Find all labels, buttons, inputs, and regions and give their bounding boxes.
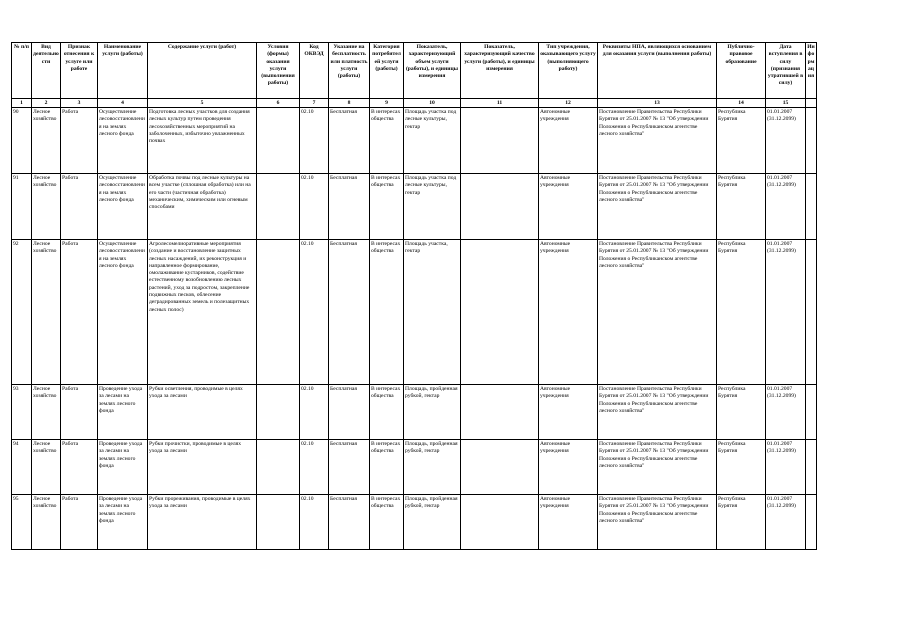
npa-cell: Постановление Правительства Республики Бурятия от 25.01.2007 № 13 "Об утверждении Положения о Республиканском агентстве лесного хозяйства" xyxy=(598,440,717,495)
row-number: 93 xyxy=(12,385,32,440)
content-cell: Обработка почвы под лесные культуры на всем участке (сплошная обработка) или на его части (частичная обработка) механическим, химическим или огневым способами xyxy=(148,174,257,240)
header-cell: Публично-правовое образование xyxy=(717,43,766,99)
info-cell xyxy=(806,495,817,550)
header-cell: Вид деятельности xyxy=(32,43,61,99)
category-cell: В интересах общества xyxy=(370,174,404,240)
npa-cell: Постановление Правительства Республики Бурятия от 25.01.2007 № 13 "Об утверждении Положения о Республиканском агентстве лесного хозяйства" xyxy=(598,174,717,240)
header-row xyxy=(12,43,817,99)
header-cell: Информация xyxy=(806,43,817,99)
info-cell xyxy=(806,385,817,440)
quality-cell xyxy=(461,385,539,440)
header-cell: Реквизиты НПА, являющихся основанием для оказания услуги (выполнения работы) xyxy=(598,43,717,99)
payment-cell: Бесплатная xyxy=(329,108,370,174)
payment-cell: Бесплатная xyxy=(329,385,370,440)
column-number-empty xyxy=(806,99,817,108)
services-table xyxy=(11,42,817,550)
row-number: 90 xyxy=(12,108,32,174)
activity-cell: Лесное хозяйство xyxy=(32,440,61,495)
activity-cell: Лесное хозяйство xyxy=(32,495,61,550)
table-row xyxy=(12,240,817,385)
volume-cell: Площадь участка под лесные культуры, гектар xyxy=(404,174,461,240)
sign-cell: Работа xyxy=(61,108,98,174)
column-number: 14 xyxy=(717,99,766,108)
quality-cell xyxy=(461,240,539,385)
document-page xyxy=(11,42,817,550)
entity-cell: Республика Бурятия xyxy=(717,240,766,385)
date-cell: 01.01.2007 (31.12.2099) xyxy=(766,174,806,240)
column-number: 3 xyxy=(61,99,98,108)
column-number: 1 xyxy=(12,99,32,108)
conditions-cell xyxy=(257,240,300,385)
info-cell xyxy=(806,240,817,385)
table-row xyxy=(12,440,817,495)
npa-cell: Постановление Правительства Республики Бурятия от 25.01.2007 № 13 "Об утверждении Положения о Республиканском агентстве лесного хозяйства" xyxy=(598,385,717,440)
quality-cell xyxy=(461,108,539,174)
service-name-cell: Проведение ухода за лесами на землях лесного фонда xyxy=(98,385,148,440)
okved-cell: 02.10 xyxy=(300,495,329,550)
conditions-cell xyxy=(257,108,300,174)
column-number: 15 xyxy=(766,99,806,108)
entity-cell: Республика Бурятия xyxy=(717,440,766,495)
date-cell: 01.01.2007 (31.12.2099) xyxy=(766,495,806,550)
okved-cell: 02.10 xyxy=(300,174,329,240)
column-number: 5 xyxy=(148,99,257,108)
row-number: 92 xyxy=(12,240,32,385)
header-cell: Тип учреждения, оказывающего услугу (выполняющего работу) xyxy=(539,43,598,99)
volume-cell: Площадь участка, гектар xyxy=(404,240,461,385)
column-number-row xyxy=(12,99,817,108)
okved-cell: 02.10 xyxy=(300,440,329,495)
payment-cell: Бесплатная xyxy=(329,174,370,240)
header-cell: Наименование услуги (работы) xyxy=(98,43,148,99)
header-cell: Код ОКВЭД xyxy=(300,43,329,99)
service-name-cell: Осуществление лесовосстановления на землях лесного фонда xyxy=(98,174,148,240)
payment-cell: Бесплатная xyxy=(329,440,370,495)
date-cell: 01.01.2007 (31.12.2099) xyxy=(766,240,806,385)
service-name-cell: Осуществление лесовосстановления на землях лесного фонда xyxy=(98,108,148,174)
payment-cell: Бесплатная xyxy=(329,240,370,385)
conditions-cell xyxy=(257,440,300,495)
okved-cell: 02.10 xyxy=(300,385,329,440)
institution-type-cell: Автономные учреждения xyxy=(539,440,598,495)
row-number: 94 xyxy=(12,440,32,495)
volume-cell: Площадь, пройденная рубкой, гектар xyxy=(404,495,461,550)
institution-type-cell: Автономные учреждения xyxy=(539,174,598,240)
entity-cell: Республика Бурятия xyxy=(717,174,766,240)
content-cell: Рубки прореживания, проводимые в целях ухода за лесами xyxy=(148,495,257,550)
table-row xyxy=(12,495,817,550)
header-cell: Признак отнесения к услуге или работе xyxy=(61,43,98,99)
category-cell: В интересах общества xyxy=(370,385,404,440)
institution-type-cell: Автономные учреждения xyxy=(539,240,598,385)
table-row xyxy=(12,385,817,440)
column-number: 10 xyxy=(404,99,461,108)
volume-cell: Площадь, пройденная рубкой, гектар xyxy=(404,385,461,440)
sign-cell: Работа xyxy=(61,174,98,240)
activity-cell: Лесное хозяйство xyxy=(32,174,61,240)
conditions-cell xyxy=(257,174,300,240)
info-cell xyxy=(806,108,817,174)
institution-type-cell: Автономные учреждения xyxy=(539,495,598,550)
info-cell xyxy=(806,174,817,240)
activity-cell: Лесное хозяйство xyxy=(32,108,61,174)
category-cell: В интересах общества xyxy=(370,440,404,495)
activity-cell: Лесное хозяйство xyxy=(32,240,61,385)
date-cell: 01.01.2007 (31.12.2099) xyxy=(766,385,806,440)
header-cell: Условия (формы) оказания услуги (выполнения работы) xyxy=(257,43,300,99)
quality-cell xyxy=(461,495,539,550)
column-number: 6 xyxy=(257,99,300,108)
institution-type-cell: Автономные учреждения xyxy=(539,385,598,440)
content-cell: Агролесомелиоративные мероприятия (создание и восстановление защитных лесных насаждений, их реконструкция и направленное формирование, омолаживание кустарников, содействие естественному возобновлению лесных растений, уход за подростом, закрепление подвижных песков, облесение деградированных земель и полезащитных лесных полос) xyxy=(148,240,257,385)
okved-cell: 02.10 xyxy=(300,108,329,174)
sign-cell: Работа xyxy=(61,240,98,385)
table-row xyxy=(12,174,817,240)
entity-cell: Республика Бурятия xyxy=(717,495,766,550)
column-number: 13 xyxy=(598,99,717,108)
column-number: 4 xyxy=(98,99,148,108)
content-cell: Рубки прочистки, проводимые в целях ухода за лесами xyxy=(148,440,257,495)
entity-cell: Республика Бурятия xyxy=(717,108,766,174)
npa-cell: Постановление Правительства Республики Бурятия от 25.01.2007 № 13 "Об утверждении Положения о Республиканском агентстве лесного хозяйства" xyxy=(598,108,717,174)
quality-cell xyxy=(461,440,539,495)
conditions-cell xyxy=(257,495,300,550)
category-cell: В интересах общества xyxy=(370,495,404,550)
header-cell: Показатель, характеризующий объем услуги (работы), и единицы измерения xyxy=(404,43,461,99)
date-cell: 01.01.2007 (31.12.2099) xyxy=(766,108,806,174)
volume-cell: Площадь участка под лесные культуры, гектар xyxy=(404,108,461,174)
date-cell: 01.01.2007 (31.12.2099) xyxy=(766,440,806,495)
institution-type-cell: Автономные учреждения xyxy=(539,108,598,174)
header-cell: № п/п xyxy=(12,43,32,99)
content-cell: Рубки осветления, проводимые в целях ухода за лесами xyxy=(148,385,257,440)
conditions-cell xyxy=(257,385,300,440)
header-cell: Дата вступления в силу (признания утратившей в силу) xyxy=(766,43,806,99)
quality-cell xyxy=(461,174,539,240)
column-number: 9 xyxy=(370,99,404,108)
table-row xyxy=(12,108,817,174)
service-name-cell: Проведение ухода за лесами на землях лесного фонда xyxy=(98,495,148,550)
category-cell: В интересах общества xyxy=(370,240,404,385)
column-number: 8 xyxy=(329,99,370,108)
npa-cell: Постановление Правительства Республики Бурятия от 25.01.2007 № 13 "Об утверждении Положения о Республиканском агентстве лесного хозяйства" xyxy=(598,495,717,550)
sign-cell: Работа xyxy=(61,440,98,495)
okved-cell: 02.10 xyxy=(300,240,329,385)
header-cell: Показатель, характеризующий качество услуги (работы), и единицы измерения xyxy=(461,43,539,99)
column-number: 12 xyxy=(539,99,598,108)
npa-cell: Постановление Правительства Республики Бурятия от 25.01.2007 № 13 "Об утверждении Положения о Республиканском агентстве лесного хозяйства" xyxy=(598,240,717,385)
column-number: 11 xyxy=(461,99,539,108)
info-cell xyxy=(806,440,817,495)
payment-cell: Бесплатная xyxy=(329,495,370,550)
volume-cell: Площадь, пройденная рубкой, гектар xyxy=(404,440,461,495)
content-cell: Подготовка лесных участков для создания лесных культур путем проведения лесохозяйственных мероприятий на заболоченных, избыточно увлажненных почвах xyxy=(148,108,257,174)
column-number: 7 xyxy=(300,99,329,108)
service-name-cell: Проведение ухода за лесами на землях лесного фонда xyxy=(98,440,148,495)
header-cell: Указание на бесплатность или платность услуги (работы) xyxy=(329,43,370,99)
service-name-cell: Осуществление лесовосстановления на землях лесного фонда xyxy=(98,240,148,385)
category-cell: В интересах общества xyxy=(370,108,404,174)
row-number: 95 xyxy=(12,495,32,550)
activity-cell: Лесное хозяйство xyxy=(32,385,61,440)
column-number: 2 xyxy=(32,99,61,108)
sign-cell: Работа xyxy=(61,495,98,550)
sign-cell: Работа xyxy=(61,385,98,440)
header-cell: Содержание услуги (работ) xyxy=(148,43,257,99)
row-number: 91 xyxy=(12,174,32,240)
entity-cell: Республика Бурятия xyxy=(717,385,766,440)
header-cell: Категория потребителей услуги (работы) xyxy=(370,43,404,99)
